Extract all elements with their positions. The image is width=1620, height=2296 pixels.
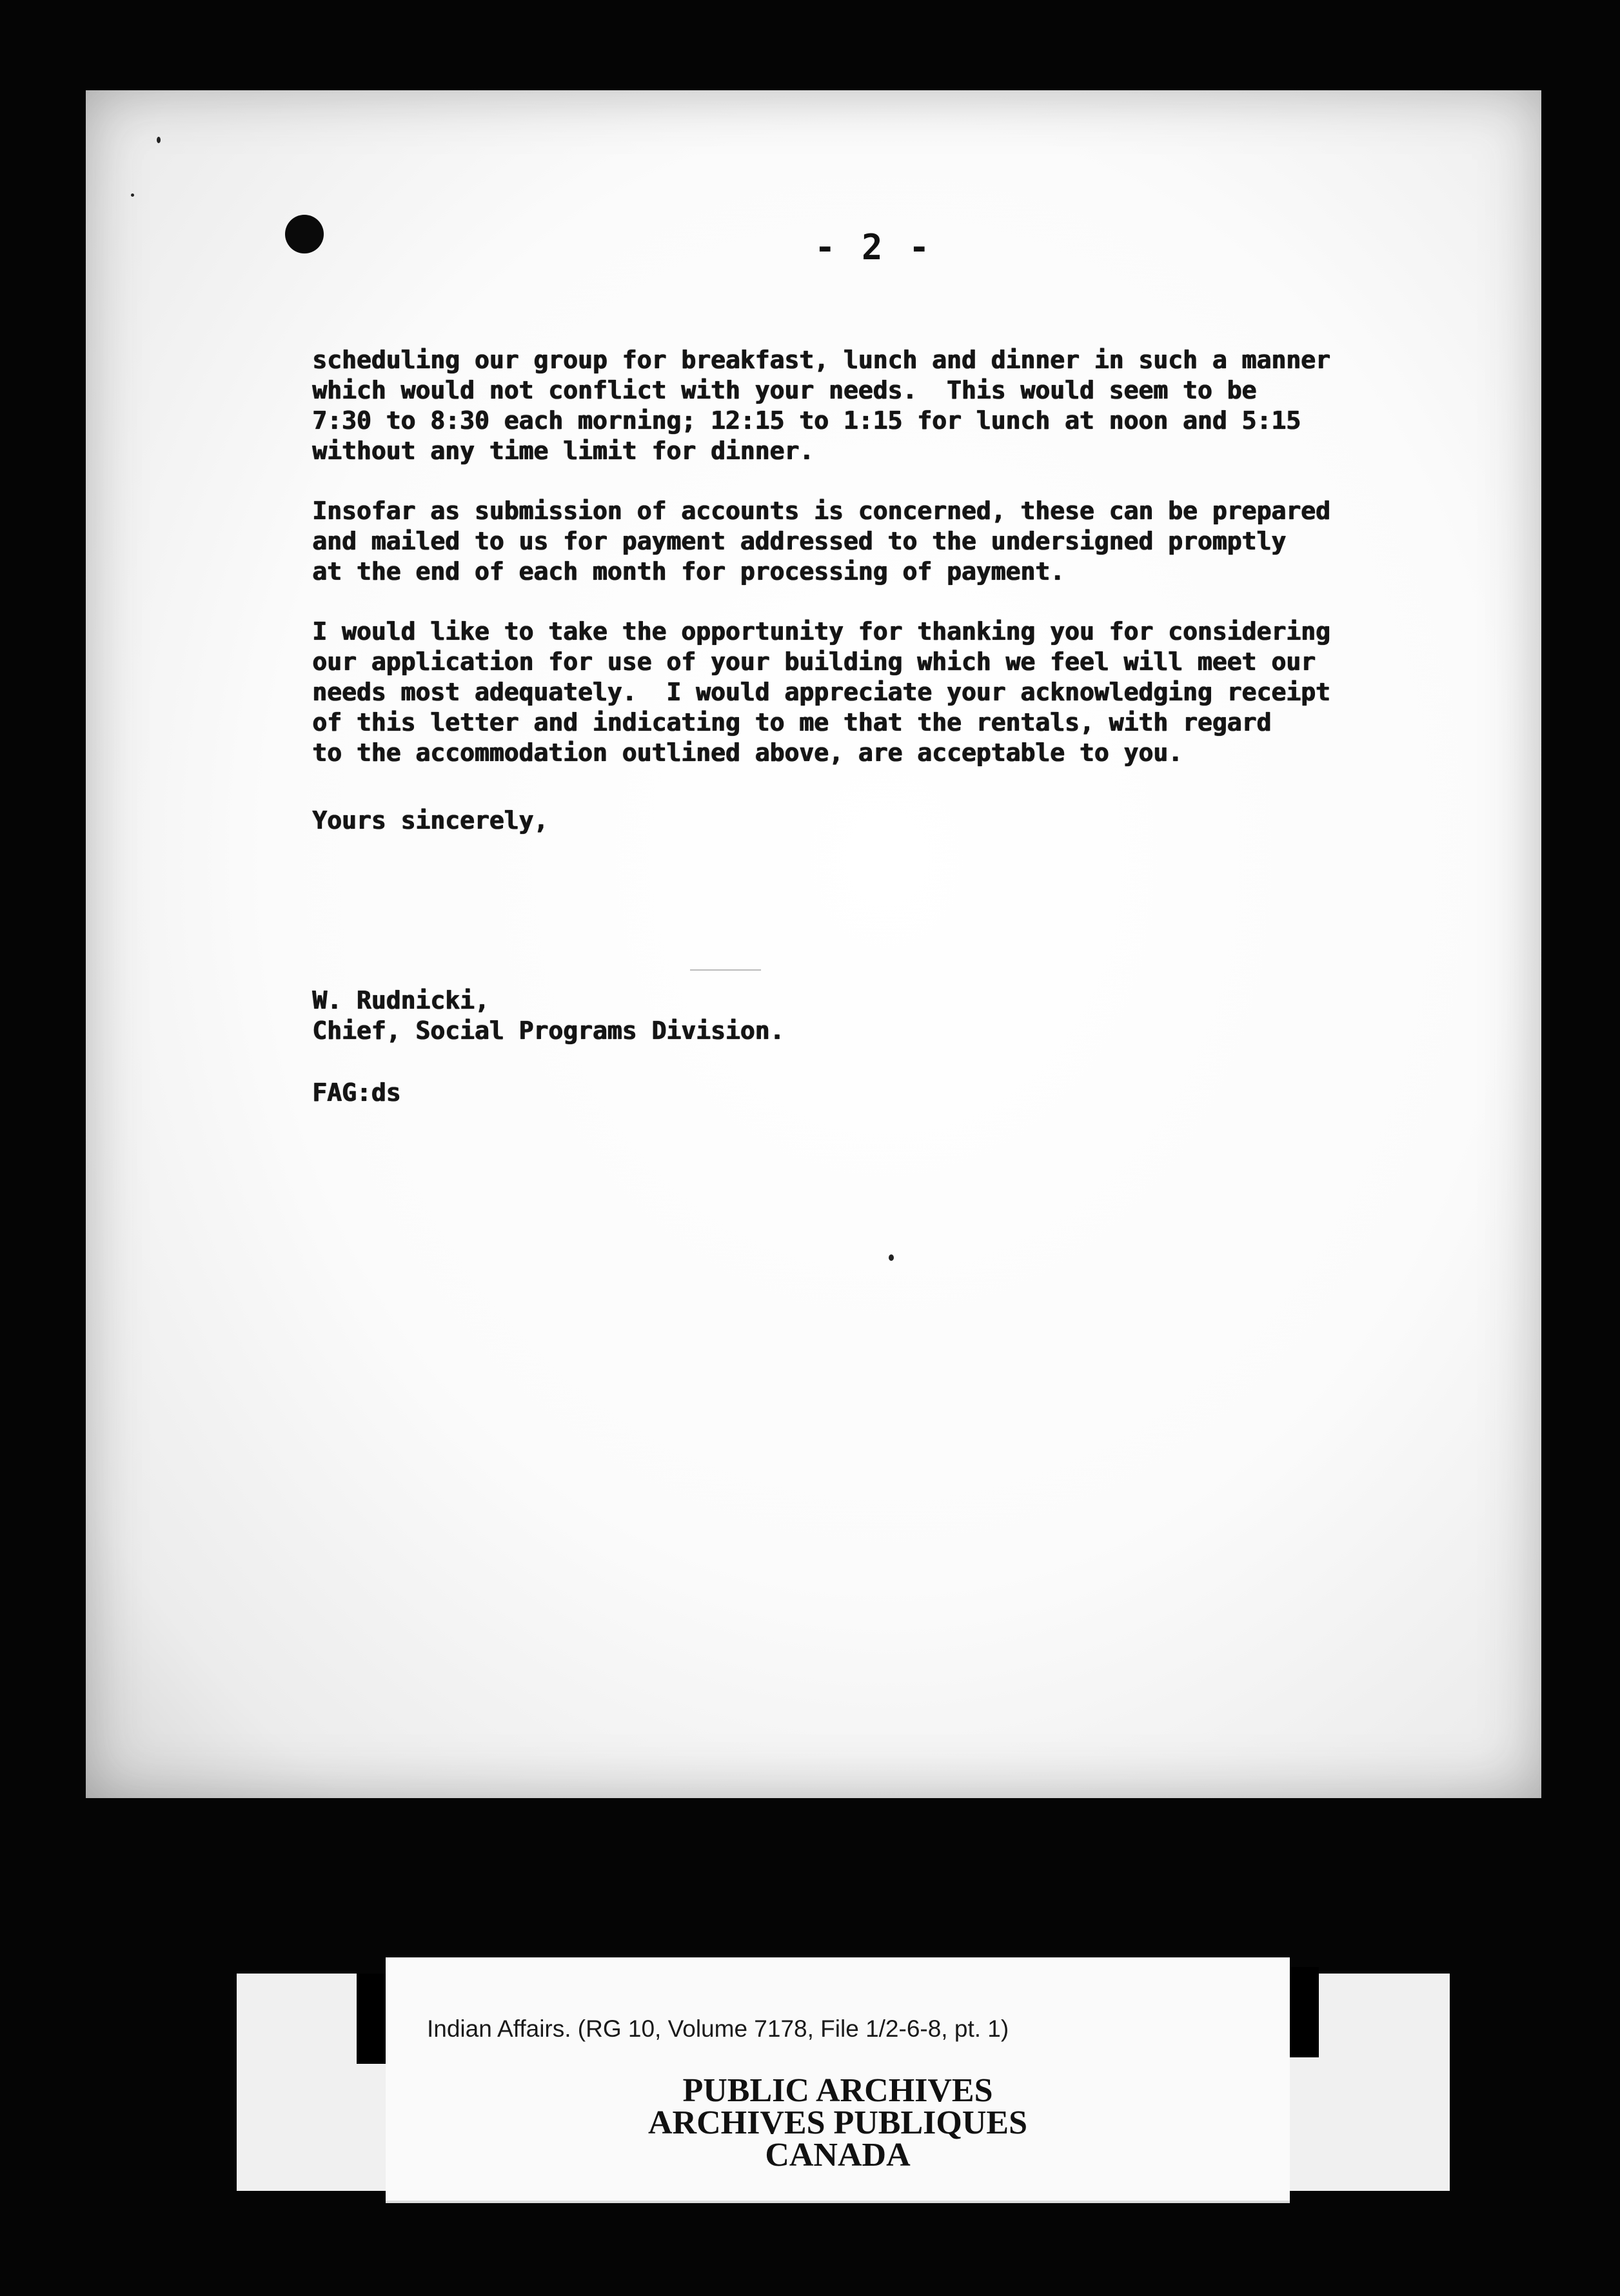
label-slot bbox=[357, 1974, 386, 2064]
signatory-title: Chief, Social Programs Division. bbox=[312, 1016, 785, 1045]
dust-speck bbox=[131, 193, 134, 197]
archive-citation: Indian Affairs. (RG 10, Volume 7178, File 1/2-6-8, pt. 1) bbox=[427, 2015, 1009, 2042]
page-number: - 2 - bbox=[815, 227, 933, 268]
archive-label bbox=[386, 1957, 1290, 2203]
paragraph-thanks: I would like to take the opportunity for thanking you for considering our application for use of your building which we feel will meet our needs most adequately. I would appreciate your acknowledging receipt of this letter and indicating to me that the rentals, with regard to the accommodation outlined above, are acceptable to you. bbox=[312, 617, 1330, 767]
signatory-name: W. Rudnicki, bbox=[312, 986, 489, 1014]
signature-mark bbox=[690, 969, 761, 971]
signature-block bbox=[312, 985, 784, 1046]
letter-page bbox=[86, 90, 1541, 1798]
dust-speck bbox=[889, 1254, 894, 1261]
dust-speck bbox=[157, 137, 161, 143]
paragraph-accounts: Insofar as submission of accounts is concerned, these can be prepared and mailed to us for payment addressed to the undersigned promptly at the end of each month for processing of payment. bbox=[312, 497, 1330, 586]
reference-initials: FAG:ds bbox=[312, 1078, 401, 1107]
letter-body bbox=[312, 345, 1473, 798]
stamp-line: ARCHIVES PUBLIQUES bbox=[647, 2104, 1028, 2141]
punch-hole bbox=[285, 215, 324, 253]
stamp-line: CANADA bbox=[765, 2137, 911, 2173]
closing: Yours sincerely, bbox=[312, 806, 549, 835]
paragraph-meal-schedule: scheduling our group for breakfast, lunch and dinner in such a manner which would not conflict with your needs. This would seem to be 7:30 to 8:30 each morning; 12:15 to 1:15 for lunch at noon and 5:15 without any time limit for dinner. bbox=[312, 346, 1330, 465]
label-slot bbox=[1290, 1967, 1319, 2057]
stamp-line: PUBLIC ARCHIVES bbox=[682, 2072, 993, 2109]
archive-stamp bbox=[386, 2072, 1290, 2173]
